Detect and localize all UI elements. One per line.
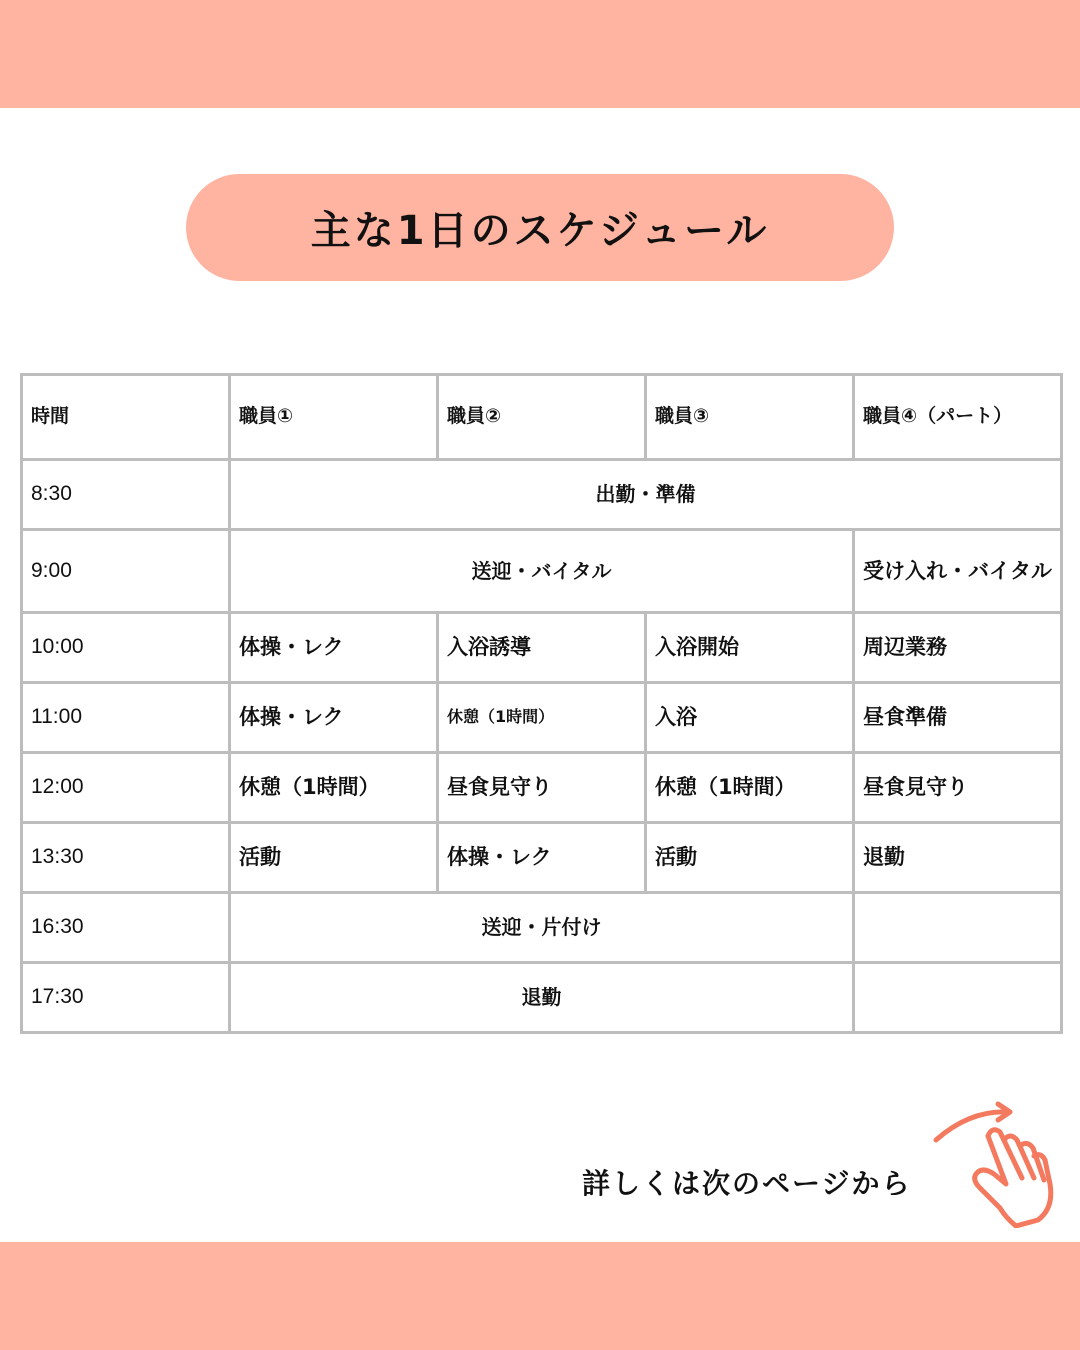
- table-row: [22, 963, 1062, 1033]
- schedule-cell: 出勤・準備: [230, 460, 1062, 530]
- time-cell: 10:00: [22, 613, 230, 683]
- table-row: [22, 823, 1062, 893]
- pointing-hand-icon: [930, 1100, 1058, 1228]
- time-cell: 11:00: [22, 683, 230, 753]
- schedule-cell: 退勤: [230, 963, 854, 1033]
- table-row: [22, 683, 1062, 753]
- schedule-cell: 昼食準備: [854, 683, 1062, 753]
- next-page-note: 詳しくは次のページから: [582, 1167, 912, 1200]
- title-banner: [186, 174, 894, 281]
- schedule-cell: 休憩（1時間）: [646, 753, 854, 823]
- schedule-cell: 送迎・片付け: [230, 893, 854, 963]
- time-cell: 13:30: [22, 823, 230, 893]
- table-row: [22, 460, 1062, 530]
- bottom-band: [0, 1242, 1080, 1350]
- time-cell: 12:00: [22, 753, 230, 823]
- schedule-cell: 受け入れ・バイタル: [854, 530, 1062, 613]
- time-cell: 16:30: [22, 893, 230, 963]
- schedule-cell: 送迎・バイタル: [230, 530, 854, 613]
- schedule-cell: 昼食見守り: [438, 753, 646, 823]
- time-cell: 9:00: [22, 530, 230, 613]
- schedule-cell: [854, 893, 1062, 963]
- schedule-cell: 体操・レク: [230, 613, 438, 683]
- schedule-cell: 周辺業務: [854, 613, 1062, 683]
- top-band: [0, 0, 1080, 108]
- schedule-cell: 活動: [646, 823, 854, 893]
- schedule-cell: 活動: [230, 823, 438, 893]
- header-staff-3: 職員③: [646, 375, 854, 460]
- page-title: 主な1日のスケジュール: [310, 208, 770, 254]
- schedule-cell: 入浴開始: [646, 613, 854, 683]
- table-header-row: [22, 375, 1062, 460]
- schedule-cell: 体操・レク: [438, 823, 646, 893]
- time-cell: 8:30: [22, 460, 230, 530]
- schedule-cell: 休憩（1時間）: [438, 683, 646, 753]
- time-cell: 17:30: [22, 963, 230, 1033]
- schedule-cell: [854, 963, 1062, 1033]
- table-row: [22, 613, 1062, 683]
- header-staff-4: 職員④（パート）: [854, 375, 1062, 460]
- schedule-cell: 休憩（1時間）: [230, 753, 438, 823]
- schedule-table: [20, 373, 1063, 1034]
- schedule-cell: 入浴誘導: [438, 613, 646, 683]
- table-row: [22, 530, 1062, 613]
- table-row: [22, 753, 1062, 823]
- header-staff-1: 職員①: [230, 375, 438, 460]
- schedule-cell: 退勤: [854, 823, 1062, 893]
- schedule-cell: 体操・レク: [230, 683, 438, 753]
- schedule-cell: 入浴: [646, 683, 854, 753]
- schedule-cell: 昼食見守り: [854, 753, 1062, 823]
- header-time: 時間: [22, 375, 230, 460]
- table-row: [22, 893, 1062, 963]
- header-staff-2: 職員②: [438, 375, 646, 460]
